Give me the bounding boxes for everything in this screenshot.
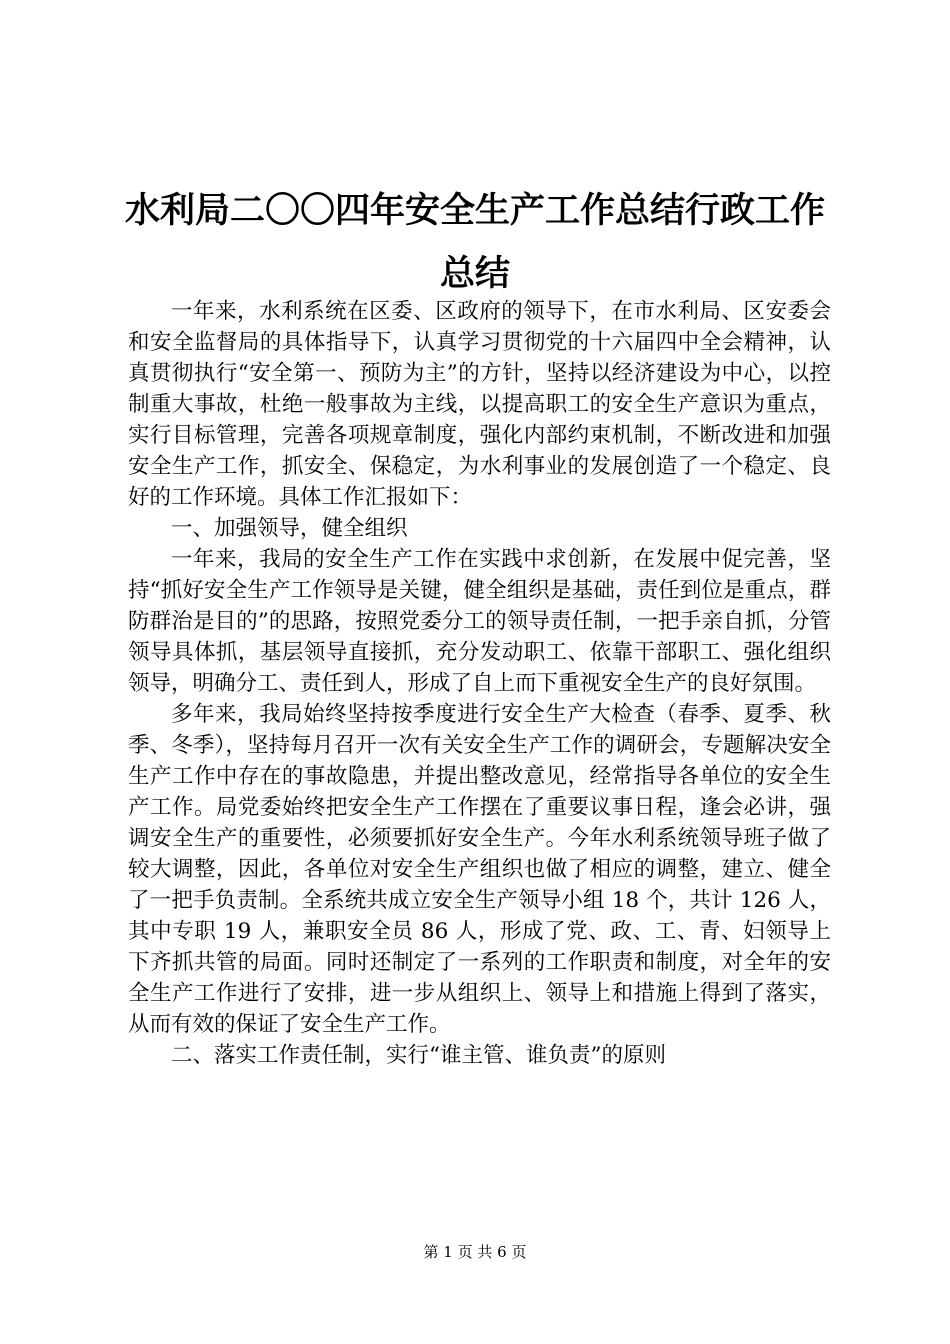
section-heading-1: 一、加强领导，健全组织 [171,516,408,541]
document-title: 水利局二〇〇四年安全生产工作总结行政工作总结 [124,191,825,294]
paragraph-section-1-a: 一年来，我局的安全生产工作在实践中求创新，在发展中促完善，坚持“抓好安全生产工作领导是关键，健全组织是基础，责任到位是重点，群防群治是目的”的思路，按照党委分工的领导责任制，一把手亲自抓，分管领导具体抓，基层领导直接抓，充分发动职工、依靠干部职工、强化组织领导，明确分工、责任到人，形成了自上而下重视安全生产的良好氛围。 [128,547,831,696]
paragraph-intro: 一年来，水利系统在区委、区政府的领导下，在市水利局、区安委会和安全监督局的具体指导下，认真学习贯彻党的十六届四中全会精神，认真贯彻执行“安全第一、预防为主”的方针，坚持以经济建设为中心，以控制重大事故，杜绝一般事故为主线，以提高职工的安全生产意识为重点，实行目标管理，完善各项规章制度，强化内部约束机制，不断改进和加强安全生产工作，抓安全、保稳定，为水利事业的发展创造了一个稳定、良好的工作环境。具体工作汇报如下： [128,299,831,510]
page-footer: 第 1 页 共 6 页 [423,1243,527,1261]
section-heading-2: 二、落实工作责任制，实行“谁主管、谁负责”的原则 [171,1043,666,1068]
paragraph-section-1-b: 多年来，我局始终坚持按季度进行安全生产大检查（春季、夏季、秋季、冬季），坚持每月召开一次有关安全生产工作的调研会，专题解决安全生产工作中存在的事故隐患，并提出整改意见，经常指导各单位的安全生产工作。局党委始终把安全生产工作摆在了重要议事日程，逢会必讲，强调安全生产的重要性，必须要抓好安全生产。今年水利系统领导班子做了较大调整，因此，各单位对安全生产组织也做了相应的调整，建立、健全了一把手负责制。全系统共成立安全生产领导小组 18 个，共计 126 人，其中专职 19 人，兼职安全员 86 人，形成了党、政、工、青、妇领导上下齐抓共管的局面。同时还制定了一系列的工作职责和制度，对全年的安全生产工作进行了安排，进一步从组织上、领导上和措施上得到了落实，从而有效的保证了安全生产工作。 [128,702,831,1037]
document-body [128,296,831,1071]
